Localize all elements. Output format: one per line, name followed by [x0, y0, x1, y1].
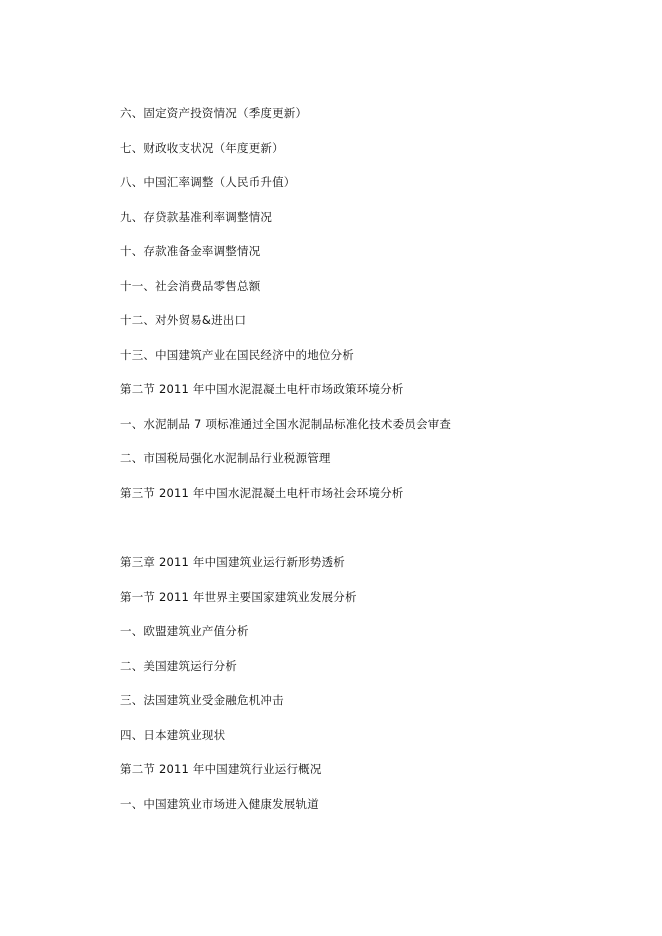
- toc-line: 四、日本建筑业现状: [120, 728, 226, 742]
- toc-line: 六、固定资产投资情况（季度更新）: [120, 106, 308, 120]
- toc-line: 三、法国建筑业受金融危机冲击: [120, 693, 284, 707]
- toc-line: 第三节 2011 年中国水泥混凝土电杆市场社会环境分析: [120, 486, 404, 500]
- toc-line: 十、存款准备金率调整情况: [120, 244, 261, 258]
- toc-line: 十三、中国建筑产业在国民经济中的地位分析: [120, 348, 354, 362]
- toc-line: 一、水泥制品 7 项标准通过全国水泥制品标准化技术委员会审查: [120, 417, 452, 431]
- toc-line: 十二、对外贸易&进出口: [120, 313, 247, 327]
- toc-line: 一、欧盟建筑业产值分析: [120, 624, 249, 638]
- toc-line: 第二节 2011 年中国建筑行业运行概况: [120, 762, 322, 776]
- toc-line: 第一节 2011 年世界主要国家建筑业发展分析: [120, 590, 357, 604]
- toc-line: 第三章 2011 年中国建筑业运行新形势透析: [120, 555, 345, 569]
- toc-line: 十一、社会消费品零售总额: [120, 279, 261, 293]
- toc-line: 二、美国建筑运行分析: [120, 659, 237, 673]
- toc-line: 二、市国税局强化水泥制品行业税源管理: [120, 451, 331, 465]
- toc-line: 八、中国汇率调整（人民币升值）: [120, 175, 296, 189]
- toc-line: 九、存贷款基准利率调整情况: [120, 210, 273, 224]
- toc-line: 七、财政收支状况（年度更新）: [120, 141, 284, 155]
- toc-line: 一、中国建筑业市场进入健康发展轨道: [120, 797, 319, 811]
- toc-line: 第二节 2011 年中国水泥混凝土电杆市场政策环境分析: [120, 382, 404, 396]
